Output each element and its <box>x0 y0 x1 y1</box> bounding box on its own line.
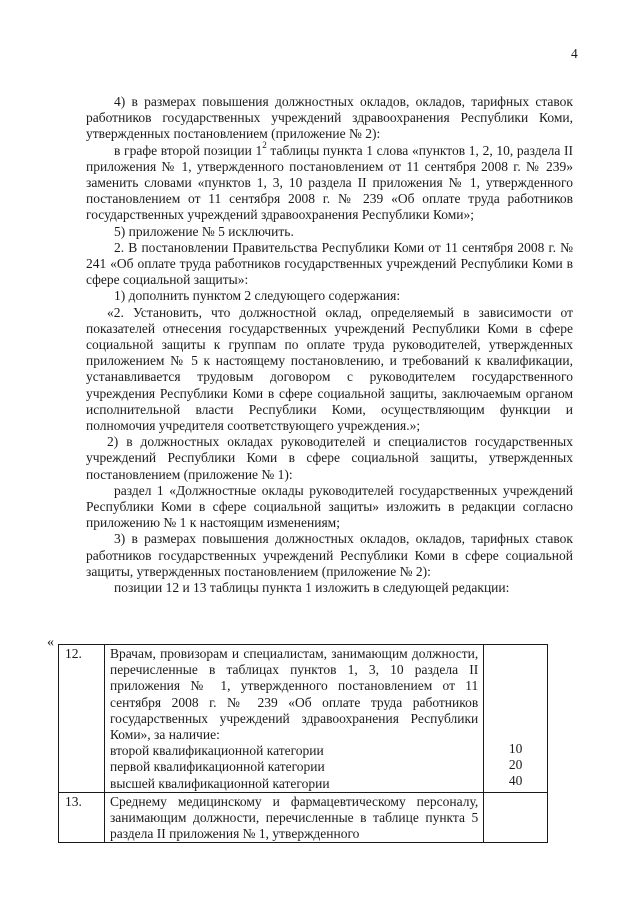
row-text: Среднему медицинскому и фармацевтическому персоналу, занимающим должности, перечисленные в таблице пункта 5 раздела II приложения № 1, утвержденного <box>104 792 483 843</box>
open-quote: « <box>47 635 54 650</box>
category-label: второй квалификационной категории <box>109 743 324 759</box>
category-value: 20 <box>508 757 523 773</box>
category-label: первой квалификационной категории <box>109 759 325 775</box>
superscript: 2 <box>262 140 267 151</box>
body-text <box>86 94 573 596</box>
table-row <box>59 792 548 843</box>
category-value: 40 <box>508 773 523 789</box>
paragraph-item-4: 4) в размерах повышения должностных окладов, окладов, тарифных ставок работников государственных учреждений здравоохранения Республики Коми, утвержденных постановлением (приложение № 2): <box>86 94 573 142</box>
page-number: 4 <box>571 46 578 61</box>
category-value: 10 <box>508 741 523 756</box>
paragraph-positions: позиции 12 и 13 таблицы пункта 1 изложить в следующей редакции: <box>114 580 510 596</box>
paragraph-section-2: 2. В постановлении Правительства Республики Коми от 11 сентября 2008 г. № 241 «Об оплате труда работников государственных учреждений Республики Коми в сфере социальной защиты»: <box>86 239 573 288</box>
row-values <box>484 645 548 793</box>
row-number: 13. <box>59 792 105 843</box>
paragraph-item-5: 5) приложение № 5 исключить. <box>114 223 294 239</box>
paragraph-add-point: 1) дополнить пунктом 2 следующего содержания: <box>114 288 401 304</box>
row-text: Врачам, провизорам и специалистам, занимающим должности, перечисленные в таблицах пунктов 1, 3, 10 раздела II приложения № 1, утвержденного постановлением от 11 сентября 2008 г. № 239 «Об оплате труда работников государственных учреждений здравоохранения Республики Коми», за наличие: второй квалификационной категории первой квалификационной категории высшей квалификационной категории <box>104 645 483 793</box>
paragraph-section-1: раздел 1 «Должностные оклады руководителей государственных учреждений Республики Коми в сфере социальной защиты» изложить в редакции согласно приложению № 1 к настоящим изменениям; <box>86 482 573 531</box>
paragraph-item-3: 3) в размерах повышения должностных окладов, окладов, тарифных ставок работников государственных учреждений Республики Коми в сфере социальной защиты, утвержденных постановлением (приложение № 2): <box>86 531 573 579</box>
row-values <box>484 792 548 843</box>
paragraph-quoted-point-2: «2. Установить, что должностной оклад, определяемый в зависимости от показателей отнесения государственных учреждений Республики Коми в сфере социальной защиты к группам по оплате труда руководителей, утвержденных приложением № 5 к настоящему постановлению, и требований к квалификации, устанавливается трудовым договором с руководителем государственного учреждения Республики Коми в сфере социальной защиты, заключаемым органом исполнительной власти Республики Коми, осуществляющим функции и полномочия учредителя соответствующего учреждения.»; <box>86 304 573 434</box>
row-number: 12. <box>59 645 105 793</box>
paragraph-graph-replace: в графе второй позиции $1^2$ таблицы пункта 1 слова «пунктов 1, 2, 10, раздела II приложения № 1, утвержденного постановлением от 11 сентября 2008 г. № 239» заменить словами «пунктов 1, 3, 10 раздела II приложения № 1, утвержденного постановлением от 11 сентября 2008 г. № 239 «Об оплате труда работников государственных учреждений здравоохранения Республики Коми»; <box>86 140 573 223</box>
positions-table <box>58 644 548 843</box>
category-label: высшей квалификационной категории <box>109 775 330 791</box>
paragraph-item-2: 2) в должностных окладах руководителей и специалистов государственных учреждений Республики Коми в сфере социальной защиты, утвержденных постановлением (приложение № 1): <box>86 434 573 482</box>
table-row <box>59 645 548 793</box>
